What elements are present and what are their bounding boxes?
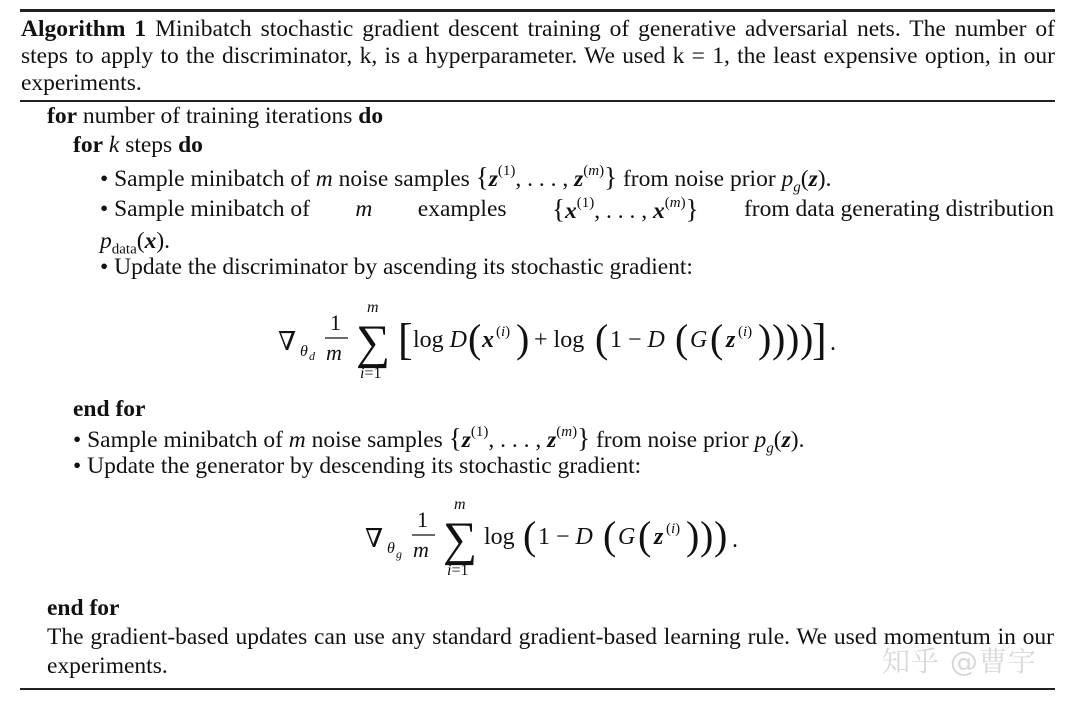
svg-text:): ) xyxy=(714,513,728,558)
svg-text:(: ( xyxy=(523,513,537,558)
svg-text:(: ( xyxy=(710,316,724,361)
svg-text:1: 1 xyxy=(330,310,341,335)
zhihu-watermark: 知乎 @曹宇 xyxy=(882,645,1037,678)
generator-equation-svg xyxy=(360,497,780,582)
keyword-do: do xyxy=(178,132,203,158)
algorithm-caption xyxy=(21,16,1055,97)
svg-text:θ: θ xyxy=(387,540,395,557)
noise-prior: $p_g(z)$. xyxy=(781,166,832,196)
svg-text:z: z xyxy=(654,524,664,550)
discriminator-equation xyxy=(270,300,890,390)
svg-text:m: m xyxy=(413,537,429,562)
bullet-text: • Sample minibatch of xyxy=(100,166,310,192)
svg-text:log: log xyxy=(484,524,515,550)
svg-text:): ) xyxy=(786,316,800,361)
svg-text:m: m xyxy=(326,340,342,365)
svg-text:(i): (i) xyxy=(738,324,753,340)
svg-text:): ) xyxy=(758,316,772,361)
svg-text:m: m xyxy=(367,299,379,316)
bottom-rule xyxy=(20,688,1055,690)
svg-text:d: d xyxy=(309,349,315,363)
svg-text:[: [ xyxy=(398,315,413,364)
svg-text:): ) xyxy=(772,316,786,361)
svg-text:+ log: + log xyxy=(534,327,585,353)
svg-text:(: ( xyxy=(468,316,482,361)
data-distribution: $p_{data}(x)$. xyxy=(100,228,171,258)
svg-text:1 − D: 1 − D xyxy=(538,524,593,550)
svg-text:(: ( xyxy=(595,316,609,361)
end-for-outer xyxy=(47,595,119,622)
noise-prior: $p_g(z)$. xyxy=(754,427,805,457)
inner-for-line xyxy=(73,132,203,159)
outer-for-line xyxy=(47,103,383,130)
bullet-text: examples xyxy=(417,196,507,222)
svg-text:): ) xyxy=(800,316,814,361)
svg-text:z: z xyxy=(726,327,736,353)
svg-text:.: . xyxy=(732,527,738,553)
keyword-do: do xyxy=(358,103,384,129)
bullet-text: from noise prior xyxy=(595,427,749,453)
bullet-text: noise samples xyxy=(311,427,443,453)
bullet-sample-examples xyxy=(100,196,1054,225)
svg-text:i=1: i=1 xyxy=(447,562,469,579)
svg-text:1 − D: 1 − D xyxy=(610,327,665,353)
svg-text:(i): (i) xyxy=(496,324,511,340)
noise-set: {$z^{(1)}$, . . . , $z^{(m)}$} xyxy=(475,162,618,192)
svg-text:(i): (i) xyxy=(666,521,681,537)
var-k: k xyxy=(108,132,120,158)
generator-equation xyxy=(360,497,780,587)
svg-text:): ) xyxy=(700,513,714,558)
bullet-text: • Update the discriminator by ascending its stochastic gradient: xyxy=(100,254,693,280)
svg-text:): ) xyxy=(516,316,530,361)
algorithm-caption-text: Minibatch stochastic gradient descent training of generative adversarial nets. The number of steps to apply to the discriminator, k, is a hyperparameter. We used k = 1, the least expensive option, in our experiments. xyxy=(21,16,1056,96)
keyword-for: for xyxy=(47,103,78,129)
svg-text:x: x xyxy=(482,327,494,353)
svg-text:(: ( xyxy=(675,316,689,361)
keyword-for: for xyxy=(73,132,104,158)
bullet-update-generator xyxy=(73,453,641,480)
outer-for-text: number of training iterations xyxy=(82,103,353,129)
end-for-inner xyxy=(73,396,145,423)
bullet-text: from noise prior xyxy=(622,166,776,192)
svg-text:i=1: i=1 xyxy=(360,365,382,382)
bullet-text: • Sample minibatch of xyxy=(100,196,310,222)
svg-text:∑: ∑ xyxy=(443,513,478,566)
algorithm-label: Algorithm 1 xyxy=(21,16,147,42)
bullet-sample-noise-1 xyxy=(100,162,832,196)
svg-text:]: ] xyxy=(812,315,827,364)
svg-text:.: . xyxy=(830,330,836,356)
keyword-end-for: end for xyxy=(47,595,120,621)
svg-text:G: G xyxy=(690,327,708,353)
svg-text:m: m xyxy=(454,496,466,513)
svg-text:1: 1 xyxy=(417,507,428,532)
svg-text:∑: ∑ xyxy=(356,316,391,369)
bullet-sample-noise-2 xyxy=(73,423,805,457)
svg-text:): ) xyxy=(686,513,700,558)
svg-text:∇: ∇ xyxy=(278,327,297,356)
var-m: m xyxy=(355,196,373,222)
svg-text:log D: log D xyxy=(413,327,468,353)
bullet-text: • Sample minibatch of xyxy=(73,427,283,453)
bullet-update-discriminator xyxy=(100,254,693,281)
var-m: m xyxy=(288,427,306,453)
svg-text:g: g xyxy=(396,547,402,561)
svg-text:∇: ∇ xyxy=(365,524,384,553)
svg-text:θ: θ xyxy=(300,343,308,360)
caption-rule xyxy=(20,100,1055,102)
keyword-end-for: end for xyxy=(73,396,146,422)
inner-for-text: steps xyxy=(125,132,173,158)
final-remark-text: The gradient-based updates can use any standard gradient-based learning rule. We used momentum in our experiments. xyxy=(47,624,1054,679)
example-set: {$x^{(1)}$, . . . , $x^{(m)}$} xyxy=(552,194,699,224)
bullet-text: noise samples xyxy=(338,166,470,192)
var-m: m xyxy=(315,166,333,192)
svg-text:(: ( xyxy=(638,513,652,558)
noise-set: {$z^{(1)}$, . . . , $z^{(m)}$} xyxy=(448,423,591,453)
discriminator-equation-svg xyxy=(270,300,890,385)
bullet-text: from data generating distribution xyxy=(743,196,1054,222)
svg-text:(: ( xyxy=(603,513,617,558)
top-rule xyxy=(20,9,1055,12)
svg-text:G: G xyxy=(618,524,636,550)
bullet-text: • Update the generator by descending its stochastic gradient: xyxy=(73,453,642,479)
